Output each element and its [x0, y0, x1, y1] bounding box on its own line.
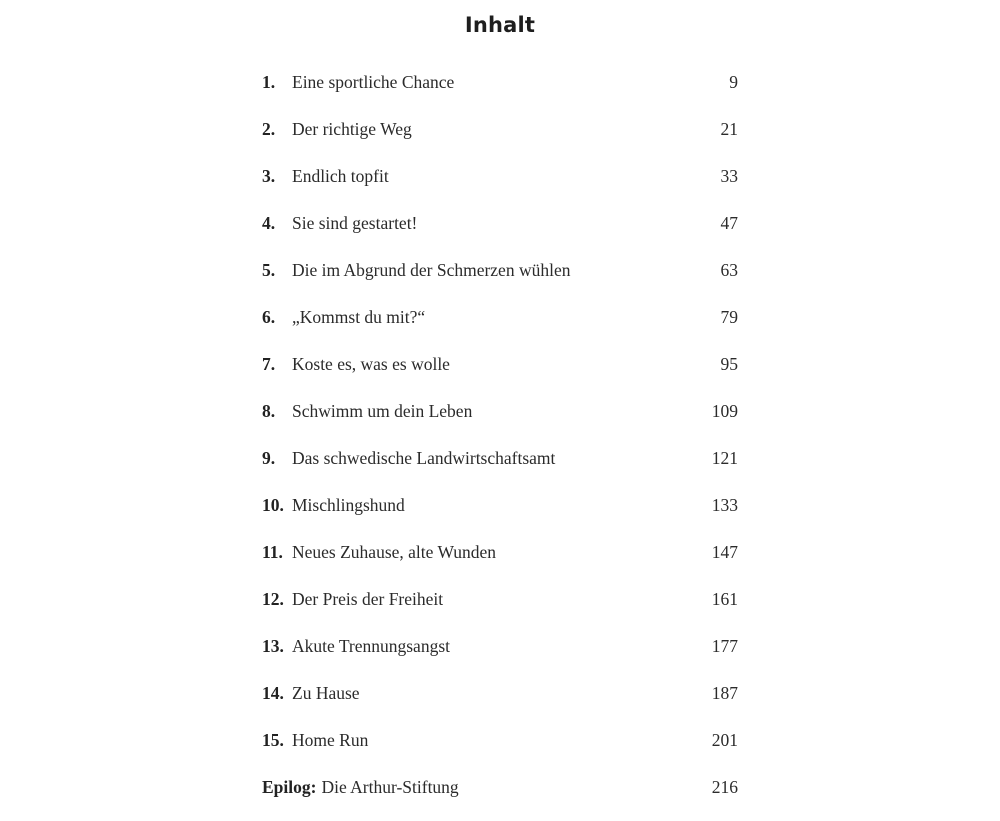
toc-entry-10: [262, 492, 738, 539]
toc-entry-11: [262, 539, 738, 586]
page-number: 21: [720, 119, 738, 139]
chapter-number: 11.: [262, 542, 283, 562]
chapter-title: Home Run: [292, 730, 369, 750]
toc-entry-5: [262, 257, 738, 304]
epilog-label: Epilog:: [262, 777, 317, 797]
chapter-title: Mischlingshund: [292, 495, 405, 515]
page-number: 109: [711, 401, 738, 421]
chapter-title: Sie sind gestartet!: [292, 213, 418, 233]
chapter-number: 1.: [262, 72, 276, 92]
toc-entry-6: [262, 304, 738, 351]
chapter-number: 12.: [262, 589, 284, 609]
chapter-title: „Kommst du mit?“: [292, 307, 426, 327]
page-number: 177: [711, 636, 738, 656]
page-number: 161: [711, 589, 738, 609]
chapter-number: 14.: [262, 683, 284, 703]
chapter-title: Die Arthur-Stiftung: [321, 777, 459, 797]
chapter-number: 15.: [262, 730, 284, 750]
toc-entry-9: [262, 445, 738, 492]
chapter-number: 8.: [262, 401, 276, 421]
toc-entry-8: [262, 398, 738, 445]
chapter-title: Koste es, was es wolle: [292, 354, 450, 374]
page-number: 33: [720, 166, 738, 186]
chapter-number: 10.: [262, 495, 284, 515]
toc-entry-4: [262, 210, 738, 257]
page-number: 63: [720, 260, 738, 280]
chapter-title: Akute Trennungsangst: [292, 636, 450, 656]
chapter-title: Zu Hause: [292, 683, 360, 703]
page-number: 9: [729, 72, 738, 92]
page-number: 121: [711, 448, 738, 468]
chapter-title: Der richtige Weg: [292, 119, 412, 139]
page-number: 147: [711, 542, 738, 562]
toc-entry-15: [262, 727, 738, 774]
chapter-title: Das schwedische Landwirtschaftsamt: [292, 448, 556, 468]
toc-entry-1: [262, 69, 738, 116]
chapter-number: 13.: [262, 636, 284, 656]
chapter-title: Die im Abgrund der Schmerzen wühlen: [292, 260, 571, 280]
chapter-title: Neues Zuhause, alte Wunden: [292, 542, 497, 562]
page-number: 95: [720, 354, 738, 374]
page-number: 133: [711, 495, 738, 515]
chapter-number: 2.: [262, 119, 276, 139]
toc-entry-12: [262, 586, 738, 633]
chapter-number: 4.: [262, 213, 276, 233]
chapter-title: Eine sportliche Chance: [292, 72, 455, 92]
page-number: 201: [711, 730, 738, 750]
chapter-number: 6.: [262, 307, 276, 327]
chapter-number: 5.: [262, 260, 276, 280]
page-number: 187: [711, 683, 738, 703]
table-of-contents: [262, 69, 738, 821]
page-number: 216: [711, 777, 738, 797]
toc-entry-7: [262, 351, 738, 398]
page-number: 79: [720, 307, 738, 327]
page-title: Inhalt: [464, 13, 536, 38]
chapter-number: 9.: [262, 448, 276, 468]
chapter-number: 3.: [262, 166, 276, 186]
chapter-number: 7.: [262, 354, 276, 374]
page-number: 47: [720, 213, 738, 233]
chapter-title: Schwimm um dein Leben: [292, 401, 473, 421]
toc-entry-2: [262, 116, 738, 163]
toc-entry-14: [262, 680, 738, 727]
toc-entry-epilog: [262, 774, 738, 821]
chapter-title: Der Preis der Freiheit: [292, 589, 444, 609]
toc-entry-13: [262, 633, 738, 680]
toc-entry-3: [262, 163, 738, 210]
chapter-title: Endlich topfit: [292, 166, 389, 186]
